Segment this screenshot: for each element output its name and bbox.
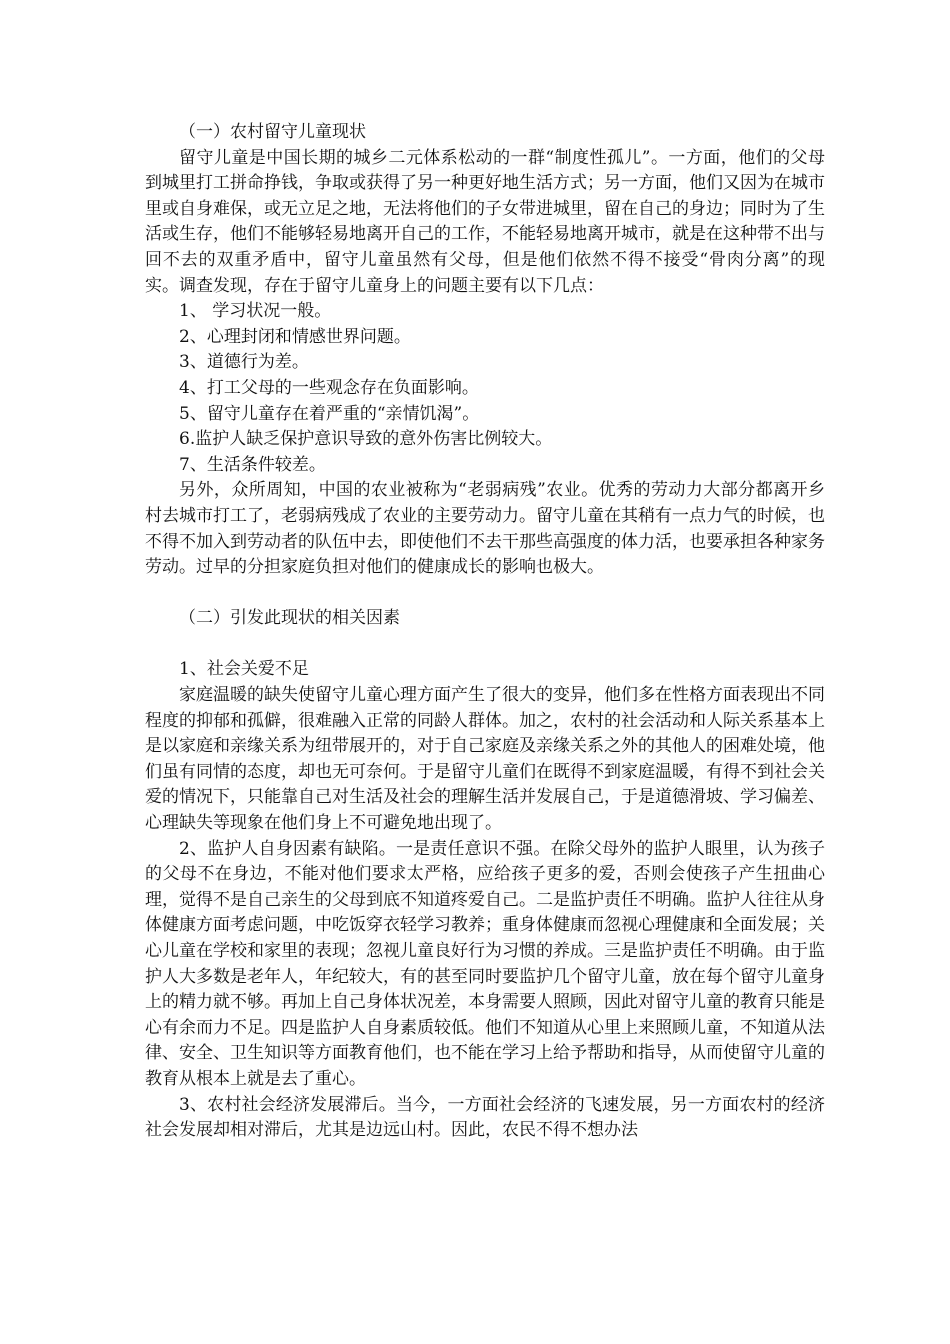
- problem-item-2: 2、心理封闭和情感世界问题。: [179, 326, 411, 347]
- problem-item-4: 4、打工父母的一些观念存在负面影响。: [179, 377, 479, 398]
- section-1-intro-paragraph: 留守儿童是中国长期的城乡二元体系松动的一群“制度性孤儿”。一方面，他们的父母到城里打工拼命挣钱，争取或获得了另一种更好地生活方式；另一方面，他们又因为在城市里或自身难保，或无立足之地，无法将他们的子女带进城里，留在自己的身边；同时为了生活或生存，他们不能够轻易地离开自己的工作，不能轻易地离开城市，就是在这种带不出与回不去的双重矛盾中，留守儿童虽然有父母，但是他们依然不得不接受“骨肉分离”的现实。调查发现，存在于留守儿童身上的问题主要有以下几点：: [145, 147, 825, 296]
- factor-3-paragraph: 3、农村社会经济发展滞后。当今，一方面社会经济的飞速发展，另一方面农村的经济社会发展却相对滞后，尤其是边远山村。因此，农民不得不想办法: [145, 1094, 825, 1141]
- section-1-heading: （一）农村留守儿童现状: [179, 122, 366, 142]
- problem-item-7: 7、生活条件较差。: [179, 454, 326, 475]
- section-1-closing-paragraph: 另外，众所周知，中国的农业被称为“老弱病残”农业。优秀的劳动力大部分都离开乡村去城市打工了，老弱病残成了农业的主要劳动力。留守儿童在其稍有一点力气的时候，也不得不加入到劳动者的队伍中去，即使他们不去干那些高强度的体力活，也要承担各种家务劳动。过早的分担家庭负担对他们的健康成长的影响也极大。: [145, 480, 825, 578]
- blank-line: [145, 581, 825, 607]
- section-2-heading: （二）引发此现状的相关因素: [179, 608, 400, 629]
- problem-item-5: 5、留守儿童存在着严重的“亲情饥渴”。: [179, 403, 480, 424]
- document-body: [145, 120, 825, 1144]
- factor-2-paragraph: 2、监护人自身因素有缺陷。一是责任意识不强。在除父母外的监护人眼里，认为孩子的父母不在身边，不能对他们要求太严格，应给孩子更多的爱，否则会使孩子产生扭曲心理，觉得不是自己亲生的父母到底不知道疼爱自己。二是监护责任不明确。监护人往往从身体健康方面考虑问题，中吃饭穿衣轻学习教养；重身体健康而忽视心理健康和全面发展；关心儿童在学校和家里的表现；忽视儿童良好行为习惯的养成。三是监护责任不明确。由于监护人大多数是老年人，年纪较大，有的甚至同时要监护几个留守儿童，放在每个留守儿童身上的精力就不够。再加上自己身体状况差，本身需要人照顾，因此对留守儿童的教育只能是心有余而力不足。四是监护人自身素质较低。他们不知道从心里上来照顾儿童，不知道从法律、安全、卫生知识等方面教育他们，也不能在学习上给予帮助和指导，从而使留守儿童的教育从根本上就是去了重心。: [145, 838, 825, 1089]
- problem-item-1: 1、 学习状况一般。: [179, 301, 332, 322]
- blank-line: [145, 632, 825, 658]
- problem-item-3: 3、道德行为差。: [179, 352, 309, 373]
- problem-item-6: 6.监护人缺乏保护意识导致的意外伤害比例较大。: [179, 429, 553, 450]
- factor-1-paragraph: 家庭温暖的缺失使留守儿童心理方面产生了很大的变异，他们多在性格方面表现出不同程度的抑郁和孤僻，很难融入正常的同龄人群体。加之，农村的社会活动和人际关系基本上是以家庭和亲缘关系为纽带展开的，对于自己家庭及亲缘关系之外的其他人的困难处境，他们虽有同情的态度，却也无可奈何。于是留守儿童们在既得不到家庭温暖，有得不到社会关爱的情况下，只能靠自己对生活及社会的理解生活并发展自己，于是道德滑坡、学习偏差、心理缺失等现象在他们身上不可避免地出现了。: [145, 685, 825, 834]
- factor-1-title: 1、社会关爱不足: [179, 659, 309, 680]
